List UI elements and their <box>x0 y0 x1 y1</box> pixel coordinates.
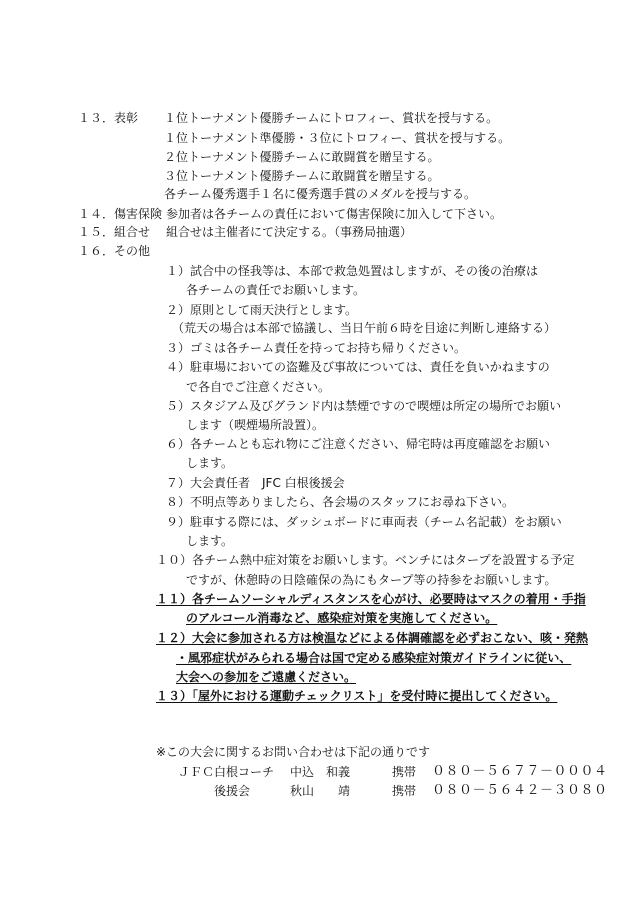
contact-name: 秋山 靖 <box>290 784 351 798</box>
item-6-cont: します。 <box>186 456 234 470</box>
item-1-cont: 各チームの責任でお願いします。 <box>186 283 366 297</box>
item-6: ６）各チームとも忘れ物にご注意ください、帰宅時は再度確認をお願い <box>166 437 551 451</box>
item-2: ２）原則として雨天決行とします。 <box>166 303 358 317</box>
item-5: ５）スタジアム及びグランド内は禁煙ですので喫煙は所定の場所でお願い <box>166 399 562 413</box>
section-15-text: 組合せは主催者にて決定する。（事務局抽選） <box>166 225 413 239</box>
item-7: ７）大会責任者 JFC 白根後援会 <box>166 476 345 490</box>
item-11: １１）各チームソーシャルディスタンスを心がけ、必要時はマスクの着用・手指 <box>156 592 586 606</box>
item-8: ８）不明点等ありましたら、各会場のスタッフにお尋ね下さい。 <box>166 495 515 509</box>
contact-note: ※この大会に関するお問い合わせは下記の通りです <box>156 745 431 759</box>
section-13-line-3: ２位トーナメント優勝チームに敢闘賞を贈呈する。 <box>164 150 440 164</box>
section-16-label: １６．その他 <box>78 244 151 258</box>
item-10: １０）各チーム熱中症対策をお願いします。ベンチにはタープを設置する予定 <box>156 553 575 567</box>
item-4-cont: で各自でご注意ください。 <box>186 380 331 394</box>
item-1: １）試合中の怪我等は、本部で救急処置はしますが、その後の治療は <box>166 264 539 278</box>
item-12-cont-2: 大会への参加をご遠慮ください。 <box>176 670 357 684</box>
contact-type: 携帯 <box>392 765 417 779</box>
contact-phone: ０８０－５６４２－３０８０ <box>432 783 608 798</box>
item-11-cont: のアルコール消毒など、感染症対策を実施してください。 <box>186 611 498 625</box>
contact-role: 後援会 <box>214 784 251 798</box>
section-13-label: １３．表彰 <box>78 111 139 125</box>
item-13: １３）「屋外における運動チェックリスト」を受付時に提出してください。 <box>156 689 558 703</box>
item-5-cont: します（喫煙場所設置）。 <box>186 418 325 432</box>
item-12: １２）大会に参加される方は検温などによる体調確認を必ずおこない、咳・発熱 <box>156 631 589 645</box>
section-13-line-4: ３位トーナメント優勝チームに敢闘賞を贈呈する。 <box>164 169 440 183</box>
contact-type: 携帯 <box>392 784 417 798</box>
contact-role: ＪＦＣ白根コーチ <box>178 765 275 779</box>
section-15-label: １５．組合せ <box>78 225 151 239</box>
item-2-cont: （荒天の場合は本部で協議し、当日午前６時を目途に判断し連絡する） <box>172 321 557 335</box>
item-3: ３）ゴミは各チーム責任を持ってお持ち帰りください。 <box>166 341 467 355</box>
section-13-line-1: １位トーナメント優勝チームにトロフィー、賞状を授与する。 <box>164 111 499 125</box>
contact-phone: ０８０－５６７７－０００４ <box>432 764 608 779</box>
section-14-label: １４．傷害保険 <box>78 207 163 221</box>
section-14-text: 参加者は各チームの責任において傷害保険に加入して下さい。 <box>166 207 503 221</box>
item-10-cont: ですが、休憩時の日陰確保の為にもタープ等の持参をお願いします。 <box>186 573 557 587</box>
item-12-cont-1: ・風邪症状がみられる場合は国で定める感染症対策ガイドラインに従い、 <box>176 651 572 665</box>
section-13-line-5: 各チーム優秀選手１名に優秀選手賞のメダルを授与する。 <box>164 187 477 201</box>
item-9-cont: します。 <box>186 534 234 548</box>
item-9: ９）駐車する際には、ダッシュボードに車両表（チーム名記載）をお願い <box>166 515 562 529</box>
section-13-line-2: １位トーナメント準優勝・３位にトロフィー、賞状を授与する。 <box>164 131 511 145</box>
item-4: ４）駐車場においての盗難及び事故については、責任を負いかねますの <box>166 360 550 374</box>
contact-name: 中込 和義 <box>290 765 351 779</box>
